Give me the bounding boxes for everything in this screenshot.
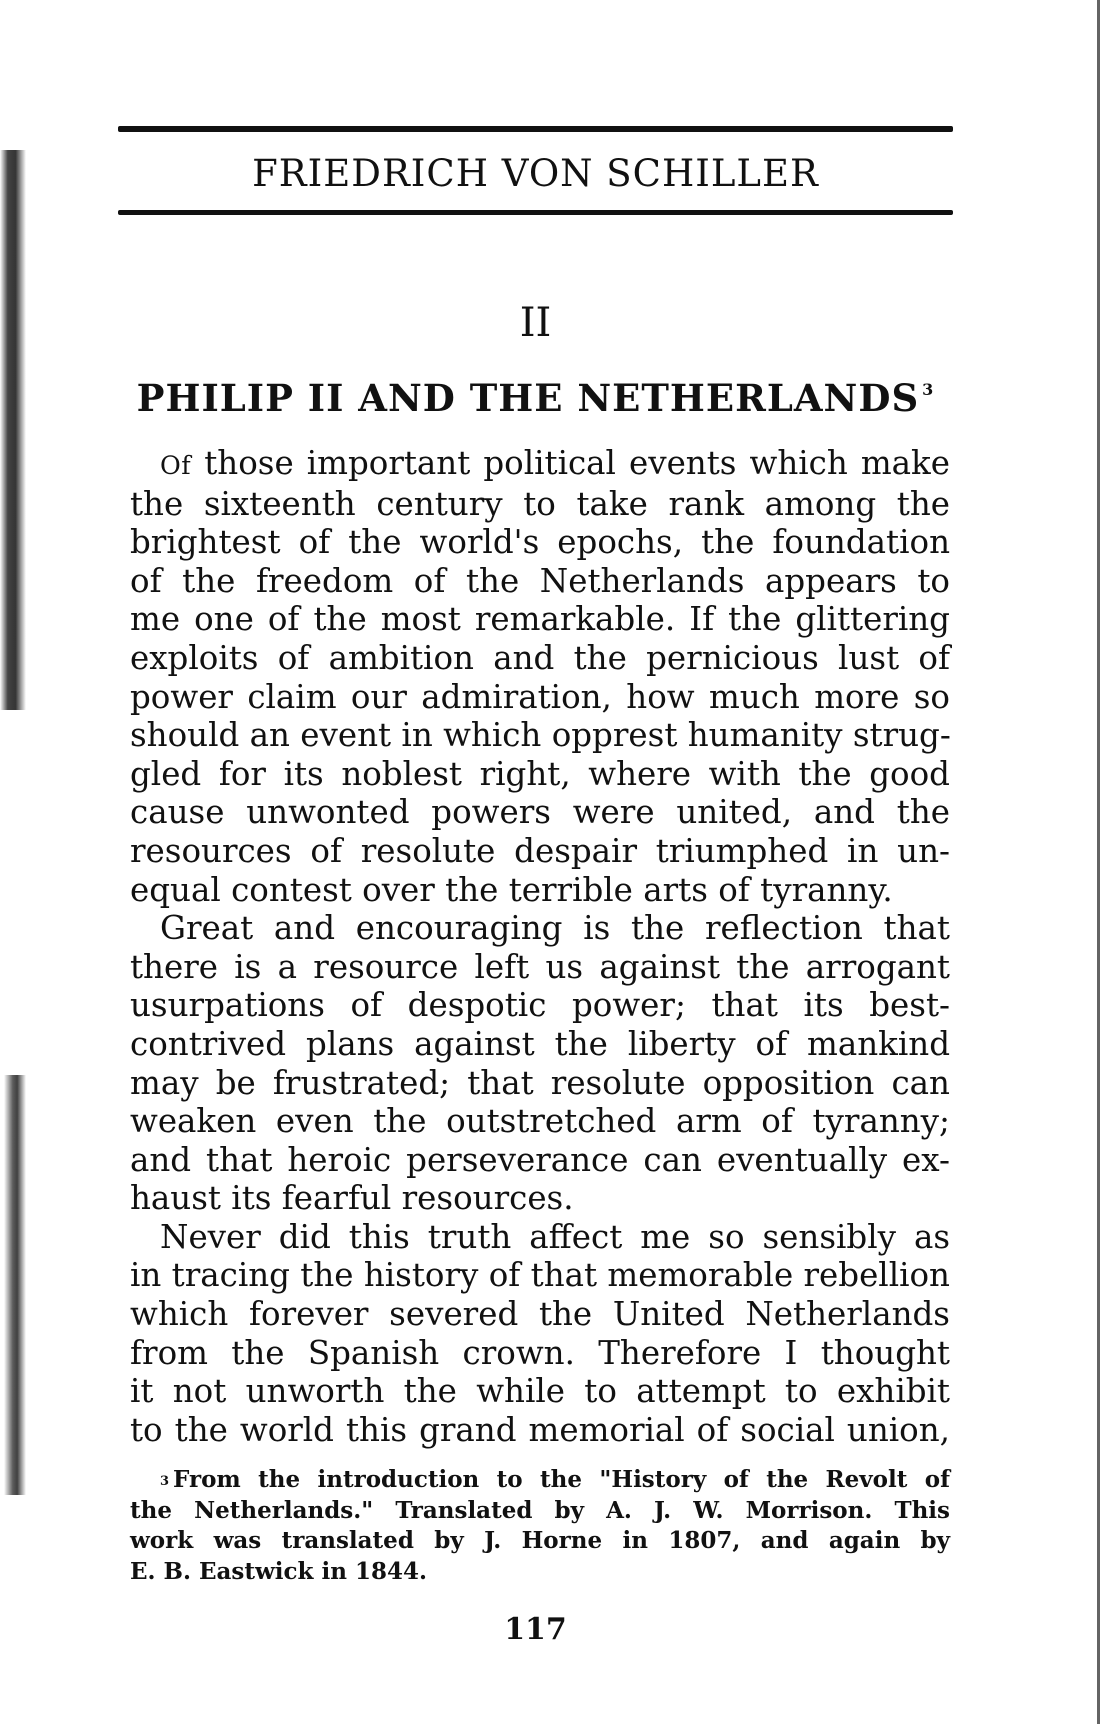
footnote-mark: 3 bbox=[160, 1474, 170, 1489]
chapter-title bbox=[118, 376, 953, 420]
text-line: in tracing the history of that memorable rebellion bbox=[130, 1256, 950, 1295]
scan-edge-shadow-left bbox=[0, 150, 26, 710]
small-caps-opening: Of bbox=[160, 450, 192, 480]
text-line: it not unworth the while to attempt to exhibit bbox=[130, 1372, 950, 1411]
text-line: and that heroic perseverance can eventually ex- bbox=[130, 1140, 950, 1179]
text-line: usurpations of despotic power; that its best- bbox=[130, 986, 950, 1025]
header-rule-top bbox=[118, 126, 953, 132]
text-line: weaken even the outstretched arm of tyranny; bbox=[130, 1102, 950, 1141]
scan-edge-line-right bbox=[1097, 0, 1100, 1724]
text-line: to the world this grand memorial of social union, bbox=[130, 1410, 950, 1449]
footnote-line: E. B. Eastwick in 1844. bbox=[130, 1557, 427, 1585]
text-line: may be frustrated; that resolute opposition can bbox=[130, 1063, 950, 1102]
text-line: equal contest over the terrible arts of tyranny. bbox=[130, 870, 893, 909]
footnote-line: work was translated by J. Horne in 1807, and again by bbox=[130, 1527, 950, 1554]
chapter-title-text: PHILIP II AND THE NETHERLANDS bbox=[136, 376, 920, 420]
footnote-reference: 3 bbox=[922, 380, 935, 399]
footnote-line: the Netherlands." Translated by A. J. W. Morrison. This bbox=[130, 1496, 950, 1524]
text-line: of the freedom of the Netherlands appears to bbox=[130, 561, 950, 600]
chapter-number: II bbox=[519, 300, 552, 346]
text-line: Great and encouraging is the reflection that bbox=[160, 909, 950, 948]
text-line: the sixteenth century to take rank among the bbox=[130, 484, 950, 523]
running-head: FRIEDRICH VON SCHILLER bbox=[252, 152, 819, 195]
text-line: exploits of ambition and the pernicious lust of bbox=[130, 638, 950, 677]
text-line: should an event in which opprest humanity strug- bbox=[130, 716, 951, 755]
text-line: power claim our admiration, how much more so bbox=[130, 677, 950, 716]
text-line: resources of resolute despair triumphed in un- bbox=[130, 831, 950, 870]
text-line: contrived plans against the liberty of mankind bbox=[130, 1024, 950, 1063]
text-line: from the Spanish crown. Therefore I thought bbox=[130, 1333, 950, 1372]
text-line: gled for its noblest right, where with the good bbox=[130, 754, 950, 793]
text-line: Never did this truth affect me so sensibly as bbox=[160, 1217, 950, 1256]
body-text bbox=[130, 444, 950, 1449]
text-line: brightest of the world's epochs, the foundation bbox=[130, 523, 950, 562]
footnote-line: $^3$ From the introduction to the "History of the Revolt of bbox=[160, 1466, 950, 1493]
text-line: cause unwonted powers were united, and the bbox=[130, 793, 950, 832]
footnote bbox=[130, 1465, 950, 1587]
text-line: me one of the most remarkable. If the glittering bbox=[130, 600, 950, 639]
text-line: there is a resource left us against the arrogant bbox=[130, 947, 950, 986]
text-line: which forever severed the United Netherlands bbox=[130, 1295, 950, 1334]
header-rule-bottom bbox=[118, 210, 953, 215]
text-line: Of those important political events which make bbox=[160, 444, 950, 482]
scan-edge-shadow-left-lower bbox=[4, 1075, 26, 1495]
page-number: 117 bbox=[504, 1612, 567, 1647]
text-line: haust its fearful resources. bbox=[130, 1179, 574, 1218]
